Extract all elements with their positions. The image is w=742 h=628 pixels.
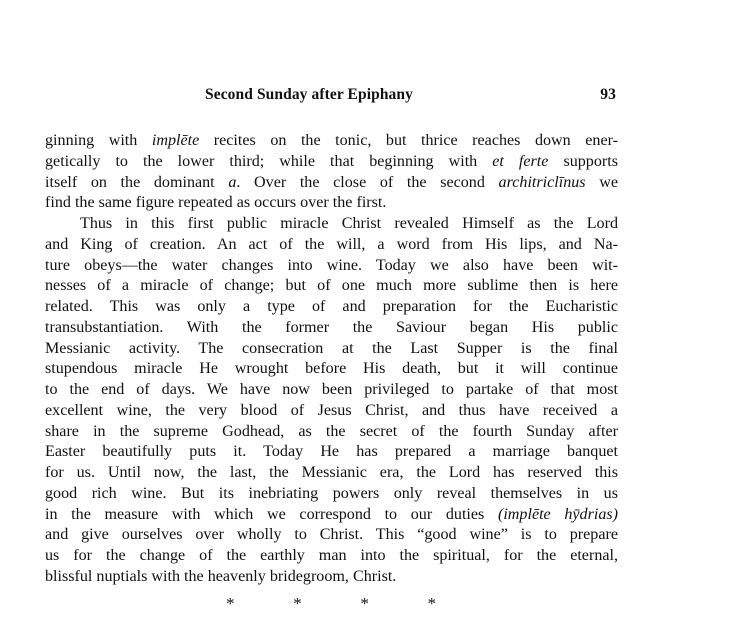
text-line <box>45 131 618 152</box>
text-line <box>45 235 618 256</box>
italic-text: implēte <box>151 132 200 149</box>
text-line <box>45 276 618 297</box>
text-line <box>45 567 618 588</box>
separator-star: * <box>293 594 302 613</box>
text-segment: and King of creation. An act of the will, a word from His lips, and Na- <box>45 235 618 253</box>
text-segment: blissful nuptials with the heavenly bridegroom, Christ. <box>45 567 397 585</box>
text-segment: good rich wine. But its inebriating powers only reveal themselves in us <box>45 484 618 502</box>
italic-text: a <box>228 173 237 191</box>
text-segment: stupendous miracle He wrought before His death, but it will continue <box>45 360 618 378</box>
text-segment: and give ourselves over wholly to Christ. This “good wine” is to prepare <box>45 526 618 544</box>
separator-star: * <box>226 594 235 613</box>
text-line <box>45 546 618 567</box>
text-segment: to the end of days. We have now been privileged to partake of that most <box>45 381 618 398</box>
body-text <box>45 131 618 588</box>
paragraph-2 <box>45 214 618 588</box>
text-segment: ture obeys—the water changes into wine. Today we also have been wit- <box>45 256 618 274</box>
text-line <box>45 339 618 360</box>
text-segment: nesses of a miracle of change; but of one much more sublime then is here <box>45 277 618 295</box>
text-segment: we <box>585 173 618 191</box>
text-segment: in the measure with which we correspond to our duties <box>45 505 498 523</box>
text-line <box>45 297 618 318</box>
section-separator <box>226 594 436 614</box>
running-head <box>205 86 616 104</box>
text-segment: ginning with <box>45 132 152 149</box>
text-line <box>45 318 618 339</box>
text-segment: find the same figure repeated as occurs over the first. <box>45 194 387 212</box>
text-segment: excellent wine, the very blood of Jesus Christ, and thus have received a <box>45 401 618 419</box>
text-segment: recites on the tonic, but thrice reaches down ener- <box>199 132 618 149</box>
text-segment: us for the change of the earthly man into the spiritual, for the eternal, <box>45 547 618 564</box>
text-line <box>45 214 618 235</box>
text-segment: related. This was only a type of and preparation for the Eucharistic <box>45 298 618 315</box>
text-segment: for us. Until now, the last, the Messianic era, the Lord has reserved this <box>45 464 618 481</box>
text-segment: transubstantiation. With the former the Saviour began His public <box>45 318 618 336</box>
text-line <box>45 505 618 526</box>
text-line <box>45 401 618 422</box>
chapter-title: Second Sunday after Epiphany <box>205 86 413 103</box>
text-segment: Messianic activity. The consecration at the Last Supper is the final <box>45 339 618 357</box>
text-segment: share in the supreme Godhead, as the secret of the fourth Sunday after <box>45 422 618 440</box>
text-line <box>45 359 618 380</box>
page-number: 93 <box>600 86 616 103</box>
italic-text: architriclīnus <box>498 173 586 191</box>
separator-star: * <box>360 594 369 613</box>
text-line <box>45 173 618 194</box>
text-line <box>45 463 618 484</box>
text-line <box>45 422 618 443</box>
text-segment: Easter beautifully puts it. Today He has prepared a marriage banquet <box>45 443 618 461</box>
italic-text: (implēte hȳdrias) <box>497 505 618 523</box>
italic-text: et ferte <box>492 152 549 170</box>
text-line <box>45 256 618 277</box>
text-segment: itself on the dominant <box>45 173 229 191</box>
text-segment: supports <box>548 152 618 170</box>
text-line <box>45 484 618 505</box>
text-line <box>45 152 618 173</box>
text-segment: . Over the close of the second <box>236 173 499 191</box>
text-segment: getically to the lower third; while that beginning with <box>45 152 493 170</box>
text-line <box>45 380 618 401</box>
text-line <box>45 525 618 546</box>
text-line <box>45 193 618 214</box>
separator-star: * <box>427 594 436 613</box>
text-segment: Thus in this first public miracle Christ revealed Himself as the Lord <box>80 215 618 232</box>
text-line <box>45 442 618 463</box>
paragraph-1 <box>45 131 618 214</box>
